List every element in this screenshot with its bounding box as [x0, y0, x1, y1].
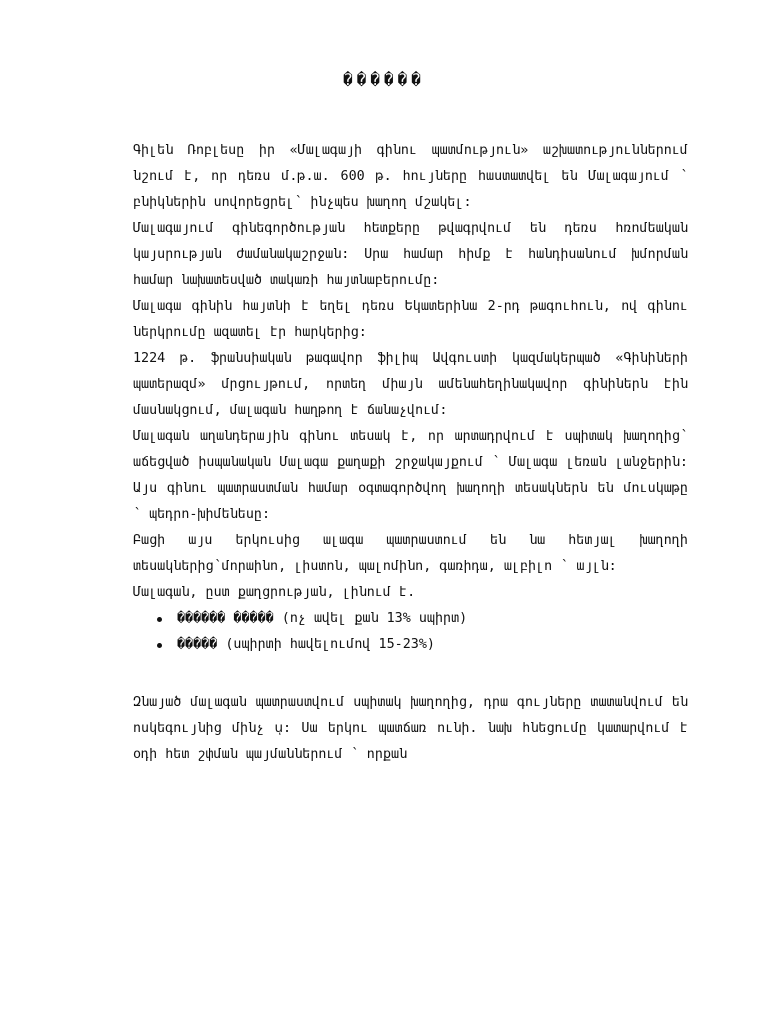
document-body: [133, 138, 688, 768]
bullet-list: [133, 606, 688, 658]
bullet-icon: [157, 643, 162, 648]
paragraph: Մալագա գինին հայտնի է եղել դեռ͏ս Եկատերինա 2-րդ թագուհուն, ով գինու ներկրումը ազատել էր հարկերից:: [133, 299, 688, 340]
paragraph: Մալագայում գինեգործության հետքերը թվագրվում են դեռ͏ս հռոմեական կայսրության ժամանակաշրջան: Սրա համար հիմք է հանդիսանում խմորման համար նախատեսված տակառի հայտնաբերումը:: [133, 221, 688, 288]
paragraph: Բացի այս երկուսից ͏ալագա պատրաստում են նա͏ հետ͏յալ խաղողի տեսակներից՝մորաինո, լիստոն, պալոմինո, գառիդա, ալբիլո ՝ այլն:: [133, 533, 688, 574]
paragraph: Գիլեն Ռոբլեսը իր «Մալագայի գինու պատմություն» աշխատություններում նշում է, որ դեռ͏ս մ.թ.ա. 600 թ. հույները հաստատվել են Մալագայում ՝ բնիկներին սովորեցրել՝ ինչպես խաղող մշակել:: [133, 143, 688, 210]
list-item: [133, 632, 688, 658]
list-item-text: ����� (սպիրտի հավելումով 15-23%): [177, 637, 435, 652]
paragraph: Մալագան, ըստ քաղցրության, լինում է.: [133, 585, 416, 600]
paragraph: Զնայած մալագան պատրաստվում սպիտակ խաղողից, դրա գույները տատանվում են ոսկեգույնից մինչ͏ սͅ: Սա երկու պատճառ ունի. նախ հնեցումը կատարվում է օդի հետ շփման պայմաններում ՝ որքան: [133, 695, 688, 762]
paragraph: Մալագան աղանդերային գինու տեսակ է, որ արտադրվում է սպիտակ խաղողից՝ աճեցված իսպանական Մալագա քաղաքի շրջակայքում ՝ Մալագա լեռան լանջերին: Այս գինու պատրաստման համար օգտագործվող խաղողի տեսակներն են մուսկաթը ՝ պեդրո-խիմենեսը:: [133, 429, 688, 522]
bullet-icon: [157, 617, 162, 622]
spacer: [133, 658, 688, 690]
list-item-text: ������ ����� (ոչ ավել քան 13% սպիրտ): [177, 611, 468, 626]
list-item: [133, 606, 688, 632]
paragraph: 1224 թ. ֆրանսիական թագավոր ֆիլիպ Ավգուստի կազմակերպած «Գինիների պատերազմ» մրցույթում, որտեղ միայն ամենահեղինակավոր գինիներն էին մասնակցում, մալագան հաղթող է ճանաչվում:: [133, 351, 688, 418]
document-title: ������: [343, 70, 425, 89]
